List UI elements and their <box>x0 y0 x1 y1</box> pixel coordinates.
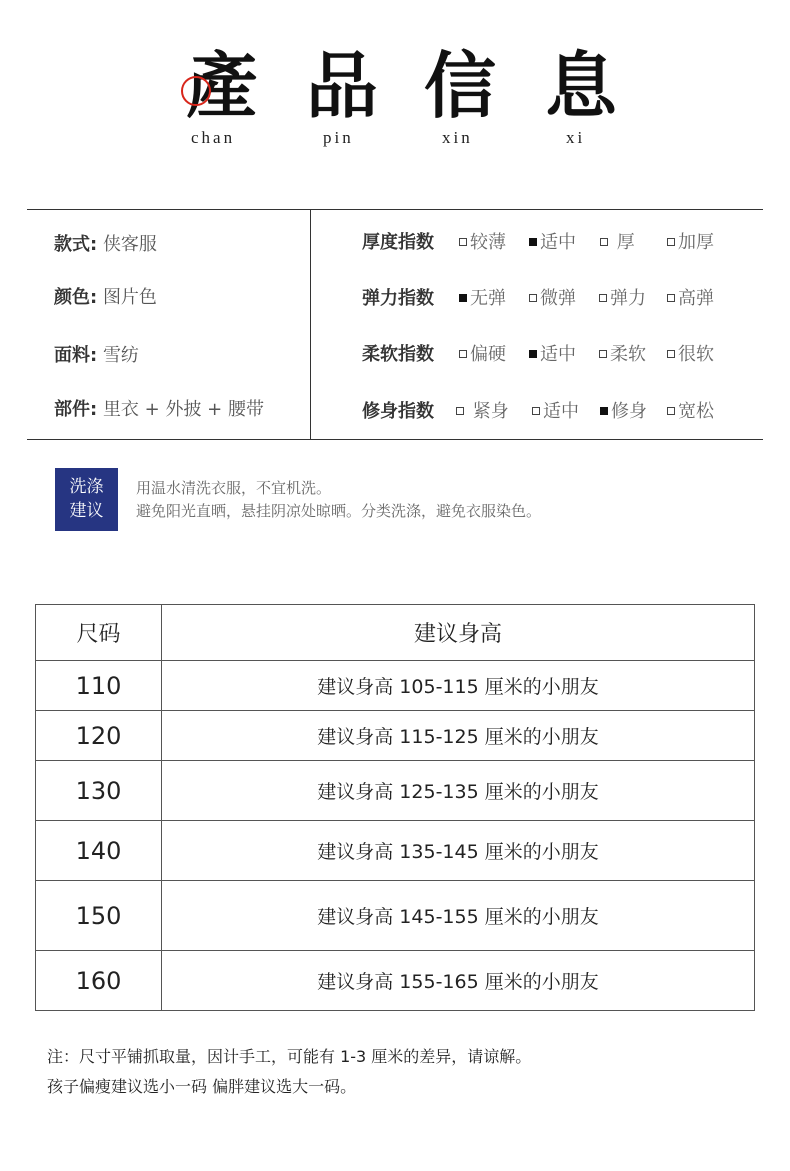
index-option: 适中 <box>529 228 576 254</box>
title-char: 信 <box>424 43 497 128</box>
checkbox-icon <box>667 294 675 302</box>
index-label: 厚度指数 <box>362 232 434 253</box>
checkbox-icon <box>459 350 467 358</box>
attributes-panel <box>27 209 763 440</box>
index-option: 弹力 <box>599 284 646 310</box>
title-char: 產 <box>186 43 259 128</box>
index-option: 修身 <box>600 397 647 423</box>
index-option: 偏硬 <box>459 340 506 366</box>
checkbox-checked-icon <box>529 350 537 358</box>
height-cell: 建议身高 125-135 厘米的小朋友 <box>162 761 755 821</box>
checkbox-icon <box>459 238 467 246</box>
wash-instruction: 避免阳光直晒，悬挂阴凉处晾晒。分类洗涤，避免衣服染色。 <box>136 502 542 520</box>
index-option: 无弹 <box>459 284 506 310</box>
table-row <box>36 951 755 1011</box>
title-pinyin: xi <box>566 128 586 147</box>
index-option: 较薄 <box>459 228 506 254</box>
size-note: 注：尺寸平铺抓取量，因计手工，可能有 1-3 厘米的差异，请谅解。 <box>47 1047 532 1066</box>
checkbox-icon <box>532 407 540 415</box>
size-cell: 150 <box>36 881 162 951</box>
size-cell: 160 <box>36 951 162 1011</box>
size-table <box>35 604 755 1011</box>
checkbox-icon <box>600 238 608 246</box>
index-option: 加厚 <box>667 228 714 254</box>
attribute-label: 颜色: <box>54 287 98 308</box>
checkbox-icon <box>599 294 607 302</box>
attribute-label: 部件: <box>54 399 98 420</box>
attribute-value: 侠客服 <box>102 234 157 255</box>
product-info-title <box>0 43 790 156</box>
checkbox-icon <box>599 350 607 358</box>
wash-advice-badge <box>55 468 118 531</box>
title-char: 品 <box>306 43 379 128</box>
title-pinyin: xin <box>442 128 473 147</box>
attribute-parts <box>54 395 264 421</box>
index-option: 适中 <box>532 397 579 423</box>
red-circle-ornament <box>181 76 211 106</box>
height-cell: 建议身高 135-145 厘米的小朋友 <box>162 821 755 881</box>
index-option: 厚 <box>600 228 635 254</box>
table-row <box>36 661 755 711</box>
index-label: 弹力指数 <box>362 288 434 309</box>
height-cell: 建议身高 145-155 厘米的小朋友 <box>162 881 755 951</box>
attribute-color <box>54 283 157 309</box>
column-header-height: 建议身高 <box>162 605 755 661</box>
size-cell: 130 <box>36 761 162 821</box>
index-option: 很软 <box>667 340 714 366</box>
wash-instruction: 用温水清洗衣服，不宜机洗。 <box>136 479 332 497</box>
table-header-row <box>36 605 755 661</box>
attribute-style <box>54 230 157 256</box>
size-cell: 110 <box>36 661 162 711</box>
badge-line: 洗涤 <box>69 477 104 497</box>
badge-line: 建议 <box>69 501 104 521</box>
table-row <box>36 711 755 761</box>
checkbox-checked-icon <box>459 294 467 302</box>
attribute-value: 里衣 + 外披 + 腰带 <box>102 399 264 420</box>
attribute-value: 雪纺 <box>102 345 139 366</box>
table-row <box>36 821 755 881</box>
index-label: 修身指数 <box>362 401 434 422</box>
index-option: 适中 <box>529 340 576 366</box>
table-row <box>36 881 755 951</box>
height-cell: 建议身高 115-125 厘米的小朋友 <box>162 711 755 761</box>
column-header-size: 尺码 <box>36 605 162 661</box>
checkbox-checked-icon <box>600 407 608 415</box>
checkbox-icon <box>667 238 675 246</box>
panel-divider <box>310 210 311 439</box>
checkbox-icon <box>667 407 675 415</box>
checkbox-icon <box>529 294 537 302</box>
attribute-fabric <box>54 341 139 367</box>
size-cell: 120 <box>36 711 162 761</box>
title-pinyin: chan <box>191 128 236 147</box>
size-cell: 140 <box>36 821 162 881</box>
checkbox-checked-icon <box>529 238 537 246</box>
index-option: 紧身 <box>456 397 509 423</box>
height-cell: 建议身高 155-165 厘米的小朋友 <box>162 951 755 1011</box>
checkbox-icon <box>667 350 675 358</box>
table-row <box>36 761 755 821</box>
index-option: 柔软 <box>599 340 646 366</box>
height-cell: 建议身高 105-115 厘米的小朋友 <box>162 661 755 711</box>
attribute-label: 款式: <box>54 234 98 255</box>
index-label: 柔软指数 <box>362 344 434 365</box>
index-option: 微弹 <box>529 284 576 310</box>
index-option: 高弹 <box>667 284 714 310</box>
attribute-value: 图片色 <box>102 287 157 308</box>
index-option: 宽松 <box>667 397 714 423</box>
size-note: 孩子偏瘦建议选小一码 偏胖建议选大一码。 <box>47 1077 357 1096</box>
title-char: 息 <box>545 43 618 128</box>
title-pinyin: pin <box>323 128 354 147</box>
attribute-label: 面料: <box>54 345 98 366</box>
checkbox-icon <box>456 407 464 415</box>
